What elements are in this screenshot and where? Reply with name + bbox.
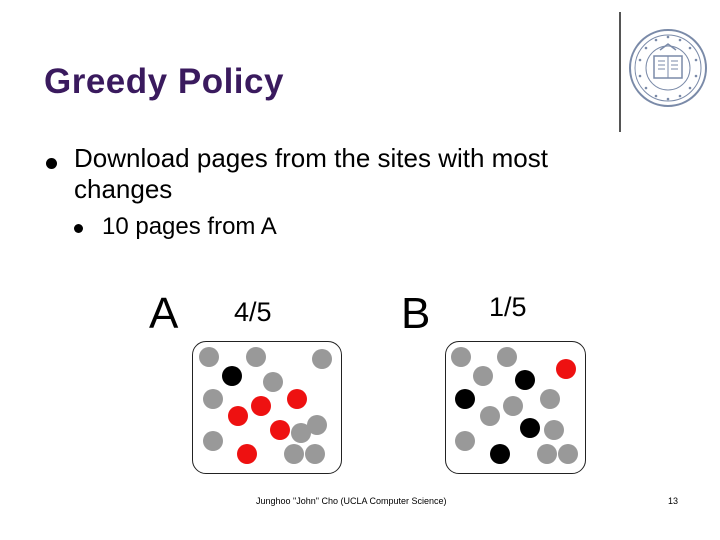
page-dot-gray xyxy=(544,420,564,440)
title-divider-vertical xyxy=(619,12,621,132)
page-dot-red xyxy=(228,406,248,426)
page-dot-gray xyxy=(480,406,500,426)
page-dot-gray xyxy=(291,423,311,443)
page-dot-gray xyxy=(246,347,266,367)
page-dot-gray xyxy=(497,347,517,367)
page-dot-gray xyxy=(284,444,304,464)
page-dot-gray xyxy=(199,347,219,367)
page-dot-black xyxy=(222,366,242,386)
page-dot-gray xyxy=(537,444,557,464)
page-dot-red xyxy=(556,359,576,379)
bullet-text-download-pages: Download pages from the sites with most changes xyxy=(74,143,548,204)
bullet-dot xyxy=(46,158,57,169)
page-dot-red xyxy=(270,420,290,440)
slide-title: Greedy Policy xyxy=(44,62,284,101)
site-a-ratio: 4/5 xyxy=(234,297,272,327)
page-dot-red xyxy=(287,389,307,409)
page-dot-gray xyxy=(305,444,325,464)
page-dot-black xyxy=(520,418,540,438)
page-dot-gray xyxy=(540,389,560,409)
page-dot-black xyxy=(515,370,535,390)
page-dot-gray xyxy=(503,396,523,416)
page-dot-gray xyxy=(473,366,493,386)
page-dot-gray xyxy=(312,349,332,369)
page-dot-gray xyxy=(558,444,578,464)
slide-footer-author: Junghoo "John" Cho (UCLA Computer Science) xyxy=(256,496,447,506)
page-dot-gray xyxy=(455,431,475,451)
page-dot-gray xyxy=(451,347,471,367)
page-dot-black xyxy=(490,444,510,464)
site-b-label: B xyxy=(401,289,431,338)
site-b-ratio: 1/5 xyxy=(489,292,527,322)
university-seal-logo xyxy=(628,28,708,108)
page-dot-black xyxy=(455,389,475,409)
site-a-label: A xyxy=(149,289,179,338)
sub-bullet-text-pages-from-a: 10 pages from A xyxy=(102,213,277,240)
page-dot-gray xyxy=(203,431,223,451)
page-dot-gray xyxy=(263,372,283,392)
page-dot-red xyxy=(251,396,271,416)
slide-page-number: 13 xyxy=(668,496,679,506)
page-dot-red xyxy=(237,444,257,464)
page-dot-gray xyxy=(203,389,223,409)
sub-bullet-dot xyxy=(74,224,83,233)
